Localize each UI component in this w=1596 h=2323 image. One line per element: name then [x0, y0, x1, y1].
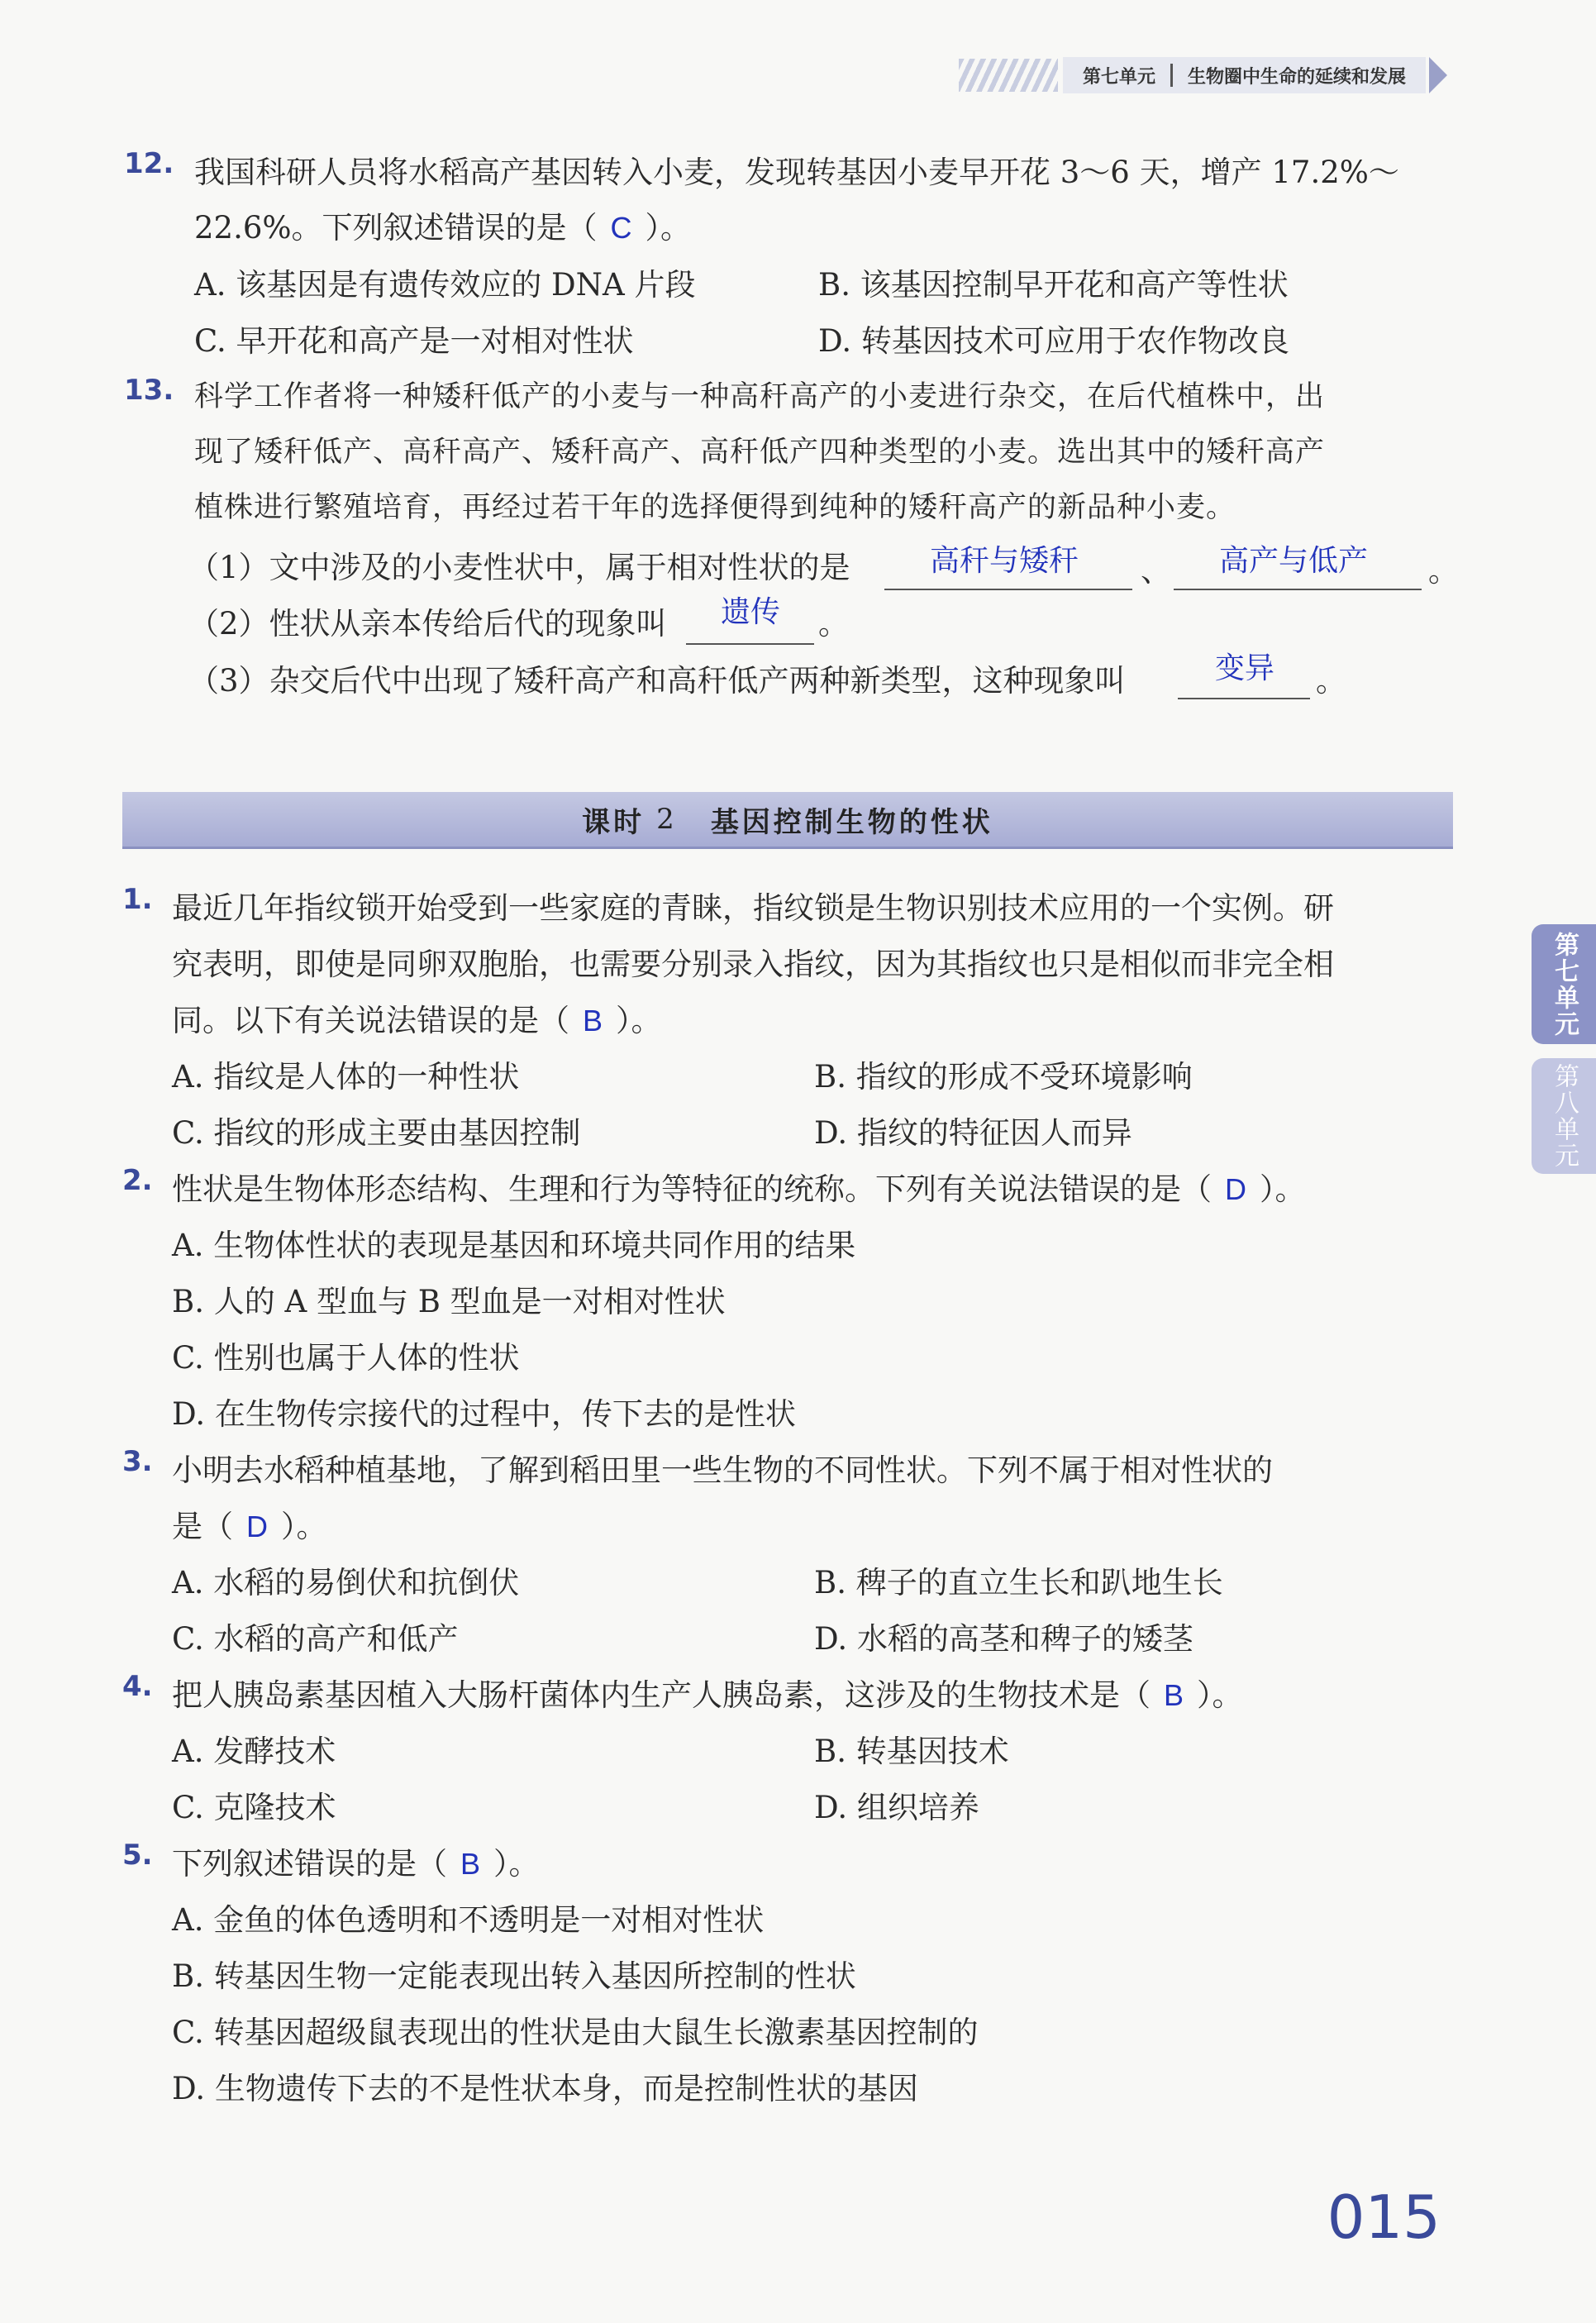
question-text-line: [172, 995, 662, 1040]
question-stem-end: ）。: [616, 1003, 662, 1038]
answer-mark: B: [583, 1004, 603, 1037]
option-a: A. 指纹是人体的一种性状: [172, 1059, 520, 1095]
lesson-label: 课时: [582, 805, 646, 839]
answer-mark: B: [460, 1847, 481, 1881]
question-text-line: [172, 1670, 1243, 1715]
option-a: A. 该基因是有遗传效应的 DNA 片段: [194, 267, 696, 303]
tab-unit-8[interactable]: 第八单元: [1532, 1058, 1596, 1174]
lesson-number: 2: [656, 803, 678, 836]
handwritten-answer: 高秆与矮秆: [930, 544, 1079, 578]
question-number: 4.: [122, 1670, 153, 1703]
answer-blank: [686, 642, 814, 645]
option-d: D. 组织培养: [814, 1790, 979, 1825]
question-text-line: 究表明，即使是同卵双胞胎，也需要分别录入指纹，因为其指纹也只是相似而非完全相: [172, 947, 1334, 982]
end-mark: 。: [1316, 663, 1346, 699]
section-heading: [122, 792, 1453, 849]
option-b: B. 该基因控制早开花和高产等性状: [818, 267, 1289, 303]
question-text-line: 我国科研人员将水稻高产基因转入小麦，发现转基因小麦早开花 3～6 天，增产 17.2%～: [194, 155, 1399, 190]
question-text-line: 植株进行繁殖培育，再经过若干年的选择便得到纯种的矮秆高产的新品种小麦。: [194, 491, 1236, 524]
answer-mark: B: [1164, 1678, 1184, 1712]
option-d: D. 指纹的特征因人而异: [814, 1115, 1132, 1151]
handwritten-answer: 高产与低产: [1219, 544, 1369, 578]
handwritten-answer: 遗传: [721, 595, 781, 629]
question-text-line: [172, 1164, 1306, 1209]
option-c: C. 早开花和高产是一对相对性状: [194, 323, 634, 359]
question-stem: 是（: [172, 1509, 233, 1544]
option-d: D. 在生物传宗接代的过程中，传下去的是性状: [172, 1396, 796, 1432]
question-number: 3.: [122, 1445, 153, 1478]
answer-blank: [884, 587, 1132, 590]
question-text-line: [172, 1501, 327, 1546]
question-stem: 把人胰岛素基因植入大肠杆菌体内生产人胰岛素，这涉及的生物技术是（: [172, 1677, 1151, 1713]
separator: 、: [1141, 553, 1171, 589]
option-a: A. 水稻的易倒伏和抗倒伏: [172, 1565, 520, 1600]
header-chapter: 生物圈中生命的延续和发展: [1187, 66, 1406, 88]
option-d: D. 转基因技术可应用于农作物改良: [818, 323, 1289, 359]
option-c: C. 水稻的高产和低产: [172, 1621, 459, 1657]
option-a: A. 金鱼的体色透明和不透明是一对相对性状: [172, 1902, 765, 1938]
option-c: C. 转基因超级鼠表现出的性状是由大鼠生长激素基因控制的: [172, 2015, 979, 2050]
question-stem: 22.6%。下列叙述错误的是（: [194, 210, 598, 246]
handwritten-answer: 变异: [1215, 651, 1275, 685]
question-text-line: [172, 1839, 540, 1883]
question-text-line: [194, 203, 691, 247]
option-b: B. 转基因生物一定能表现出转入基因所控制的性状: [172, 1958, 856, 1994]
running-header: [959, 50, 1447, 101]
sub-question-1: （1）文中涉及的小麦性状中，属于相对性状的是: [188, 550, 850, 585]
option-d: D. 水稻的高茎和稗子的矮茎: [814, 1621, 1193, 1657]
question-stem: 同。以下有关说法错误的是（: [172, 1003, 569, 1038]
answer-mark: C: [610, 211, 632, 245]
option-b: B. 人的 A 型血与 B 型血是一对相对性状: [172, 1284, 726, 1319]
option-a: A. 发酵技术: [172, 1734, 336, 1769]
option-d: D. 生物遗传下去的不是性状本身，而是控制性状的基因: [172, 2071, 918, 2106]
sub-question-3: （3）杂交后代中出现了矮秆高产和高秆低产两种新类型，这种现象叫: [188, 663, 1126, 699]
question-text-line: 最近几年指纹锁开始受到一些家庭的青睐，指纹锁是生物识别技术应用的一个实例。研: [172, 890, 1334, 926]
question-number: 2.: [122, 1164, 153, 1197]
question-number: 12.: [124, 147, 174, 180]
end-mark: 。: [818, 606, 849, 642]
question-stem-end: ）。: [1197, 1677, 1243, 1713]
answer-blank: [1178, 696, 1310, 699]
question-text-line: 现了矮秆低产、高秆高产、矮秆高产、高秆低产四种类型的小麦。选出其中的矮秆高产: [194, 436, 1326, 469]
question-number: 13.: [124, 374, 174, 407]
question-text-line: 科学工作者将一种矮秆低产的小麦与一种高秆高产的小麦进行杂交，在后代植株中，出: [194, 380, 1326, 413]
lesson-title: 基因控制生物的性状: [710, 805, 993, 839]
question-text-line: 小明去水稻种植基地，了解到稻田里一些生物的不同性状。下列不属于相对性状的: [172, 1452, 1273, 1488]
option-b: B. 稗子的直立生长和趴地生长: [814, 1565, 1223, 1600]
answer-blank: [1174, 587, 1422, 590]
question-stem: 下列叙述错误的是（: [172, 1846, 447, 1882]
end-mark: 。: [1428, 553, 1459, 589]
option-c: C. 指纹的形成主要由基因控制: [172, 1115, 581, 1151]
option-b: B. 转基因技术: [814, 1734, 1009, 1769]
chevron-right-icon: [1429, 57, 1447, 93]
sub-question-2: （2）性状从亲本传给后代的现象叫: [188, 606, 667, 642]
option-c: C. 克隆技术: [172, 1790, 336, 1825]
question-stem-end: ）。: [1260, 1171, 1306, 1207]
question-stem-end: ）。: [493, 1846, 540, 1882]
question-stem-end: ）。: [645, 210, 692, 246]
header-stripes: [959, 59, 1058, 92]
option-a: A. 生物体性状的表现是基因和环境共同作用的结果: [172, 1228, 856, 1263]
answer-mark: D: [1225, 1172, 1246, 1206]
option-c: C. 性别也属于人体的性状: [172, 1340, 520, 1376]
question-stem-end: ）。: [281, 1509, 327, 1544]
page-number: 015: [1327, 2182, 1441, 2252]
header-box: [1063, 57, 1426, 93]
question-stem: 性状是生物体形态结构、生理和行为等特征的统称。下列有关说法错误的是（: [172, 1171, 1212, 1207]
header-unit: 第七单元: [1082, 66, 1155, 88]
header-separator: [1170, 64, 1173, 87]
answer-mark: D: [246, 1510, 268, 1543]
tab-unit-7[interactable]: 第七单元: [1532, 924, 1596, 1044]
question-number: 5.: [122, 1839, 153, 1872]
option-b: B. 指纹的形成不受环境影响: [814, 1059, 1193, 1095]
question-number: 1.: [122, 883, 153, 916]
